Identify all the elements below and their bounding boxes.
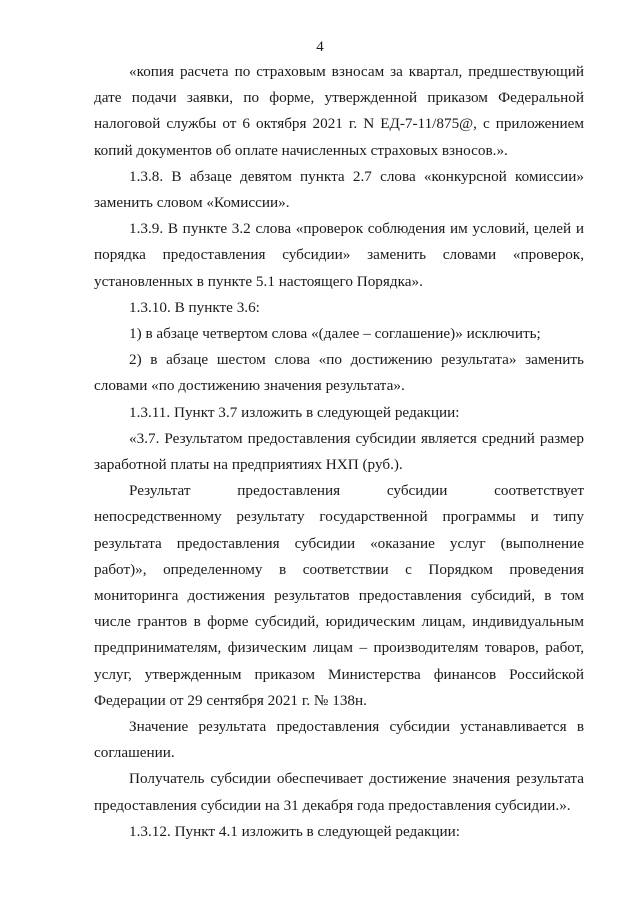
paragraph-1-3-11: 1.3.11. Пункт 3.7 изложить в следующей редакции: xyxy=(129,403,460,421)
page-number: 4 xyxy=(316,39,324,55)
paragraph-1-3-10-item-1: 1) в абзаце четвертом слова «(далее – соглашение)» исключить; xyxy=(129,325,541,343)
paragraph-result-correspondence: Результат предоставления субсидии соответствует непосредственному результату государственной программы и типу результата предоставления субсидии «оказание услуг (выполнение работ)», определенному в соответствии с Порядком проведения мониторинга достижения результатов предоставления субсидий, в том числе грантов в форме субсидий, юридическим лицам, индивидуальным предпринимателям, физическим лицам – производителям товаров, работ, услуг, утвержденным приказом Министерства финансов Российской Федерации от 29 сентября 2021 г. № 138н. xyxy=(94,482,584,709)
paragraph-1-3-9: 1.3.9. В пункте 3.2 слова «проверок соблюдения им условий, целей и порядка предоставления субсидии» заменить словами «проверок, установленных в пункте 5.1 настоящего Порядка». xyxy=(94,220,584,290)
paragraph-3-7-result: «3.7. Результатом предоставления субсидии является средний размер заработной платы на предприятиях НХП (руб.). xyxy=(94,429,584,474)
document-body xyxy=(94,59,584,845)
paragraph-1-3-10: 1.3.10. В пункте 3.6: xyxy=(129,298,260,316)
paragraph-1-3-8: 1.3.8. В абзаце девятом пункта 2.7 слова «конкурсной комиссии» заменить словом «Комиссии». xyxy=(94,167,584,212)
paragraph-1-3-10-item-2: 2) в абзаце шестом слова «по достижению результата» заменить словами «по достижению значения результата». xyxy=(94,351,584,395)
paragraph-result-value: Значение результата предоставления субсидии устанавливается в соглашении. xyxy=(94,718,584,762)
paragraph-recipient-obligation: Получатель субсидии обеспечивает достижение значения результата предоставления субсидии на 31 декабря года предоставления субсидии.». xyxy=(94,770,584,814)
paragraph-1-3-12: 1.3.12. Пункт 4.1 изложить в следующей редакции: xyxy=(129,822,460,840)
paragraph-quoted-copy-calculation: «копия расчета по страховым взносам за квартал, предшествующий дате подачи заявки, по форме, утвержденной приказом Федеральной налоговой службы от 6 октября 2021 г. N ЕД-7-11/875@, с приложением копий документов об оплате начисленных страховых взносов.». xyxy=(94,63,584,159)
